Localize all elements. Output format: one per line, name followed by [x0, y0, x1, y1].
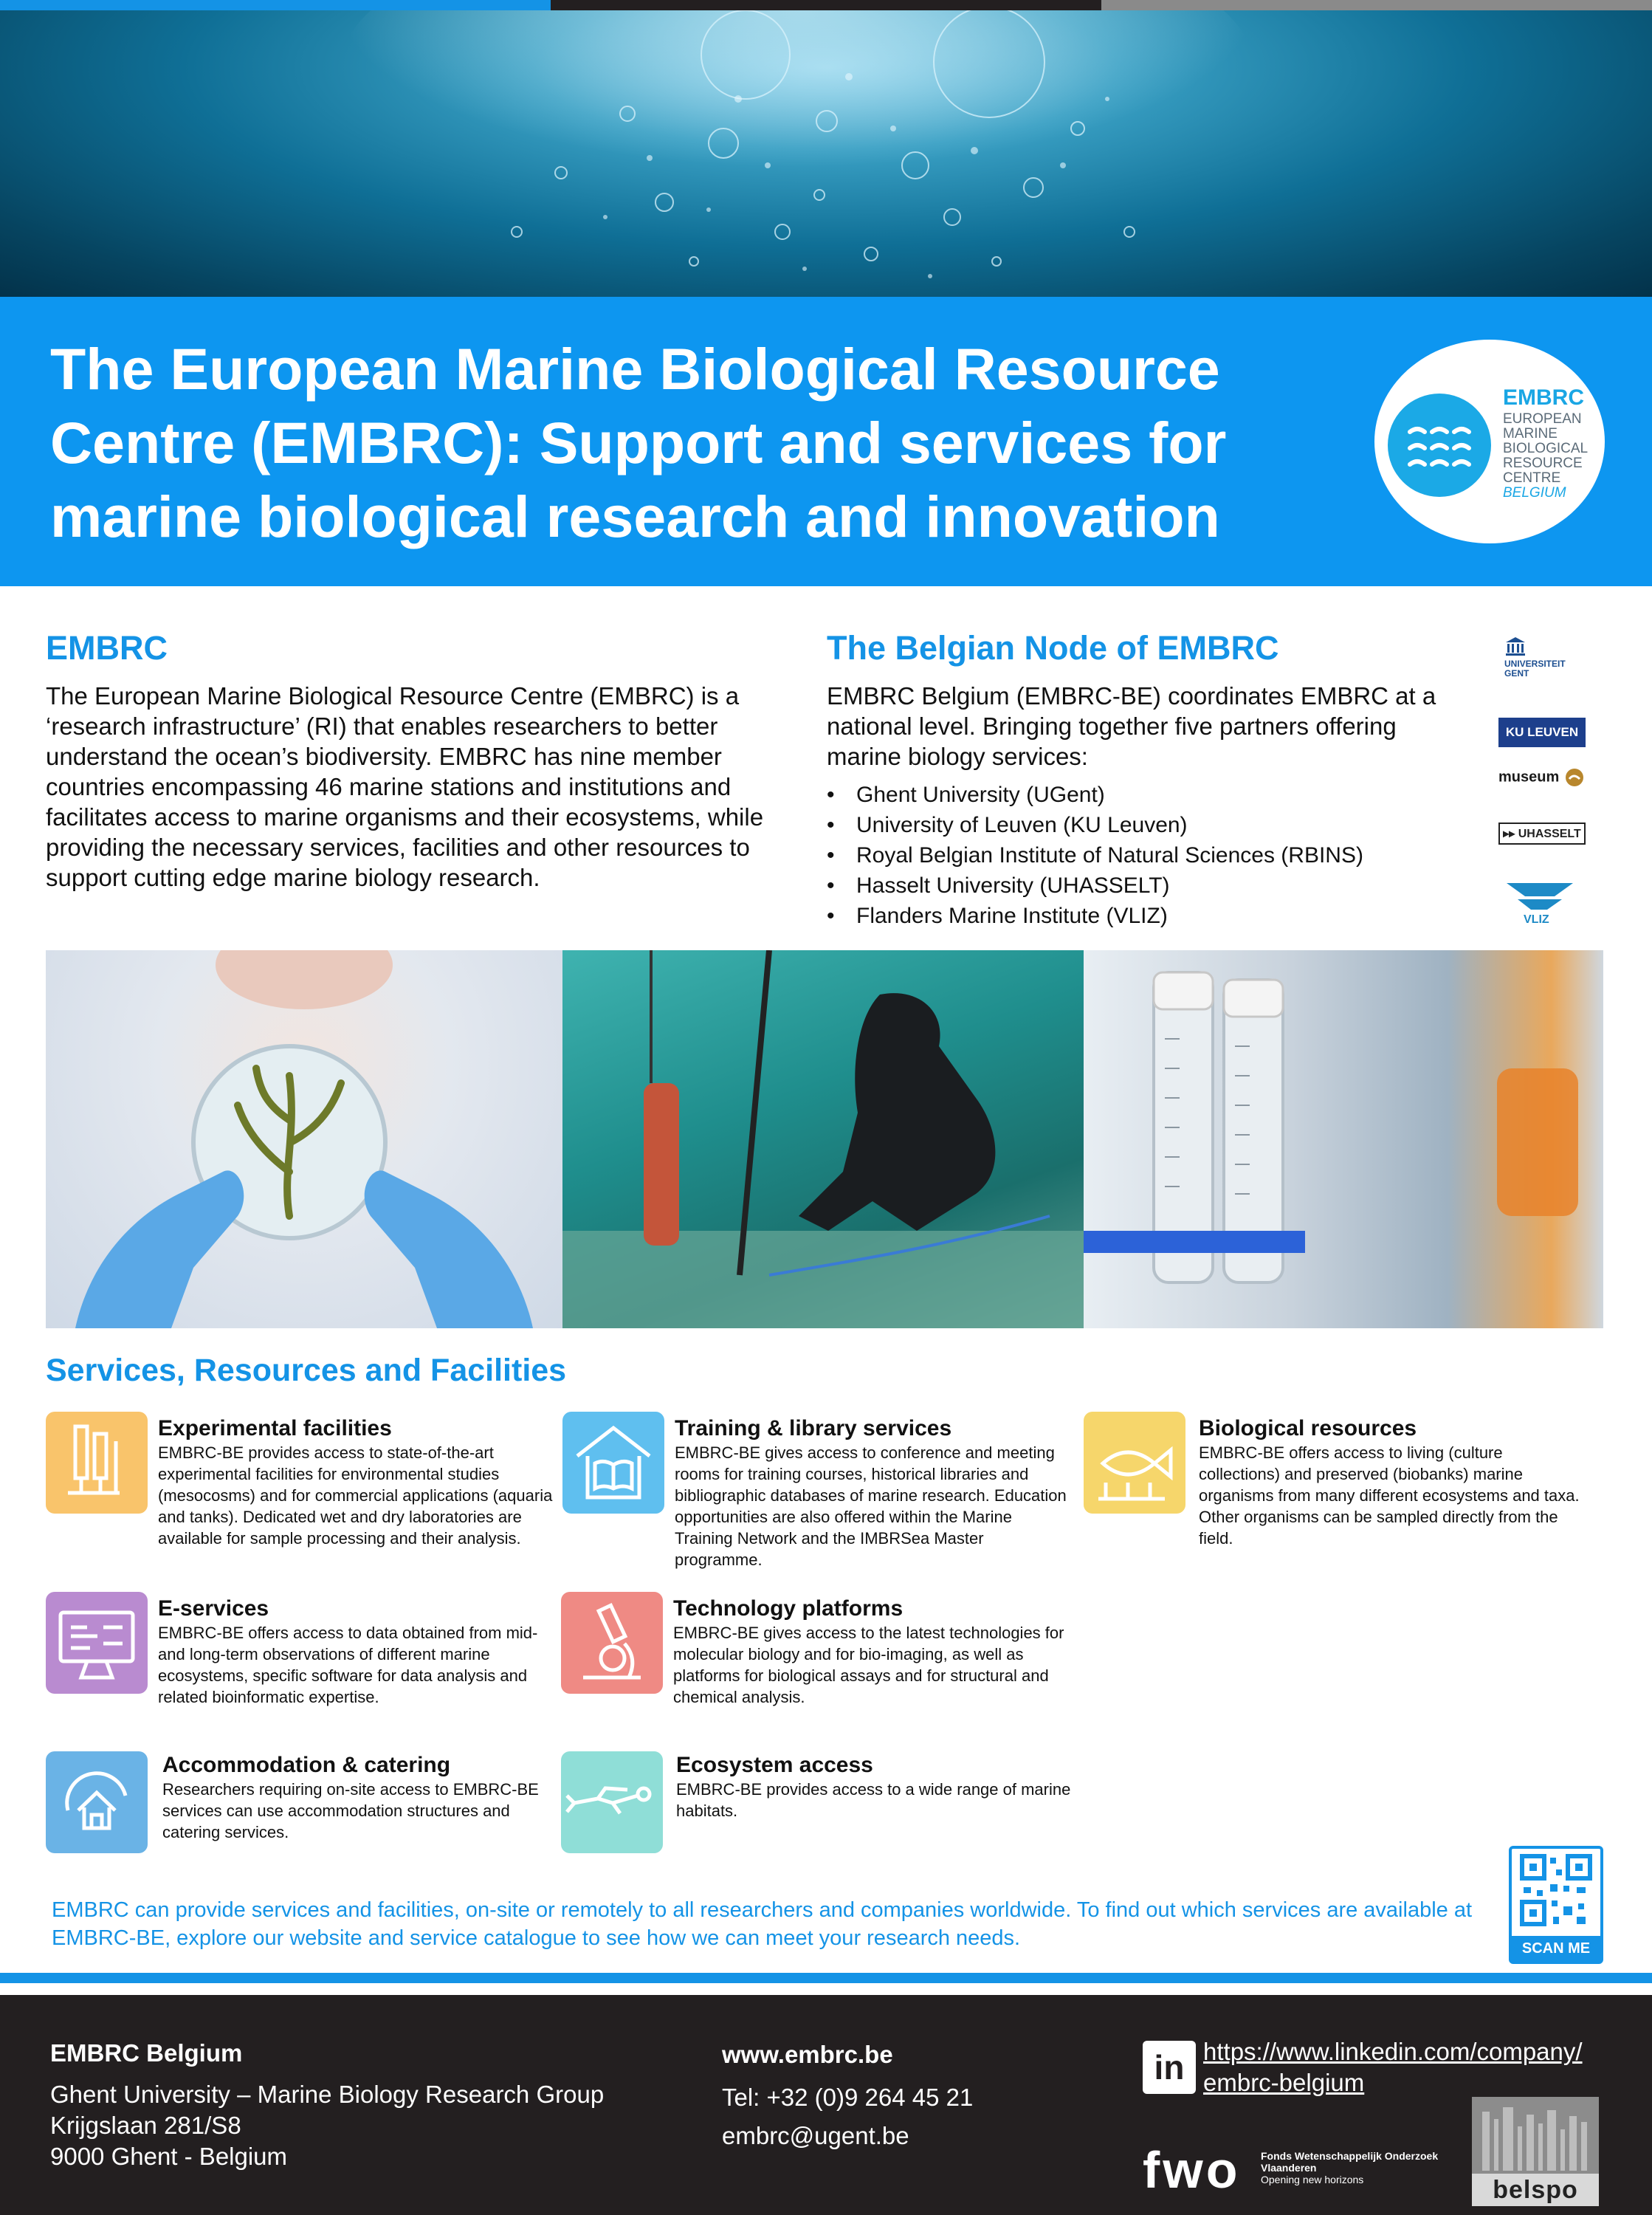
- footer-email-link[interactable]: embrc@ugent.be: [722, 2122, 909, 2149]
- lab-flask-icon: [46, 1412, 148, 1514]
- service-title: Accommodation & catering: [162, 1753, 451, 1777]
- book-house-icon: [562, 1412, 664, 1514]
- website-link[interactable]: www.embrc.be: [722, 2041, 893, 2068]
- service-description: EMBRC-BE gives access to conference and meeting rooms for training courses, historical libraries and bibliographic databases of marine research. Education opportunities are also offered within the Marine Training Network and the IMBRSea Master programme.: [675, 1443, 1067, 1569]
- photo-scuba-diver: [562, 950, 1084, 1328]
- service-description: EMBRC-BE offers access to data obtained from mid- and long-term observations of different marine ecosystems, specific software for data analysis and related bioinformatic expertise.: [158, 1624, 538, 1706]
- belgian-node-description: EMBRC Belgium (EMBRC-BE) coordinates EMBRC at a national level. Bringing together five partners offering marine biology services:: [827, 682, 1436, 770]
- house-icon: [46, 1751, 148, 1853]
- footer-address-line: Krijgslaan 281/S8: [50, 2112, 241, 2139]
- linkedin-link[interactable]: https://www.linkedin.com/company/ embrc-belgium: [1203, 2038, 1583, 2096]
- service-description: EMBRC-BE provides access to state-of-the-art experimental facilities for environmental studies (mesocosms) and for commercial applications (aquaria and tanks). Dedicated wet and dry laboratories are available for sample processing and their analysis.: [158, 1443, 553, 1548]
- service-description: Researchers requiring on-site access to EMBRC-BE services can use accommodation structures and catering services.: [162, 1780, 539, 1841]
- page-title: The European Marine Biological Resource Centre (EMBRC): Support and services for marine biological research and innovation: [50, 336, 1227, 549]
- belspo-barcode-icon: [1472, 2097, 1599, 2174]
- ugent-logo: UNIVERSITEIT GENT: [1504, 636, 1571, 688]
- embrc-wave-emblem-icon: [1388, 394, 1491, 497]
- call-to-action-text: EMBRC can provide services and facilities, on-site or remotely to all researchers and companies worldwide. To find out which services are available at EMBRC-BE, explore our website and service catalogue to see how we can meet your research needs.: [52, 1898, 1473, 1950]
- diver-icon: [561, 1751, 663, 1853]
- list-item: • Flanders Marine Institute (VLIZ): [827, 901, 1363, 931]
- service-description: EMBRC-BE provides access to a wide range of marine habitats.: [676, 1780, 1071, 1820]
- uhasselt-logo: ▸▸ UHASSELT: [1498, 823, 1586, 845]
- microscope-icon: [561, 1592, 663, 1694]
- list-item: • Royal Belgian Institute of Natural Sciences (RBINS): [827, 840, 1363, 870]
- service-title: Biological resources: [1199, 1416, 1417, 1440]
- embrc-description: The European Marine Biological Resource Centre (EMBRC) is a ‘research infrastructure’ (RI) that enables researchers to better understand the ocean’s biodiversity. EMBRC has nine member countries encompassing 46 marine stations and institutions and facilitates access to marine organisms and their ecosystems, while providing the necessary services, facilities and other resources to support cutting edge marine biology research.: [46, 682, 764, 891]
- service-title: Ecosystem access: [676, 1753, 873, 1777]
- list-item: • University of Leuven (KU Leuven): [827, 810, 1363, 840]
- photo-test-tubes: [1084, 950, 1603, 1328]
- ku-leuven-logo: KU LEUVEN: [1498, 718, 1586, 747]
- service-title: E-services: [158, 1596, 269, 1621]
- fwo-logo: [1143, 2141, 1475, 2199]
- museum-animal-icon: [1563, 768, 1586, 787]
- hero-image-underwater-bubbles: [0, 10, 1652, 297]
- logo-subtitle: EUROPEAN MARINE BIOLOGICAL RESOURCE CENTRE BELGIUM: [1503, 411, 1589, 501]
- photo-petri-dish-seaweed: [46, 950, 562, 1328]
- scan-me-label: SCAN ME: [1512, 1936, 1600, 1961]
- belspo-logo: [1472, 2097, 1599, 2206]
- svg-text:VLIZ: VLIZ: [1524, 913, 1549, 926]
- partner-list: [827, 780, 1363, 931]
- service-description: EMBRC-BE gives access to the latest technologies for molecular biology and for bio-imaging, as well as platforms for biological assays and for structural and chemical analysis.: [673, 1624, 1064, 1706]
- list-item: • Hasselt University (UHASSELT): [827, 870, 1363, 901]
- belspo-logo-text: belspo: [1472, 2174, 1599, 2206]
- ugent-building-icon: [1504, 636, 1527, 657]
- footer-org-name: EMBRC Belgium: [50, 2039, 243, 2067]
- qr-code[interactable]: [1509, 1846, 1603, 1964]
- logo-name: EMBRC: [1503, 385, 1584, 410]
- top-stripe: [0, 0, 1652, 10]
- monitor-data-icon: [46, 1592, 148, 1694]
- service-title: Experimental facilities: [158, 1416, 392, 1440]
- vliz-logo: [1503, 874, 1577, 926]
- linkedin-icon[interactable]: in: [1143, 2041, 1196, 2094]
- fwo-logo-mark: fwo: [1143, 2141, 1241, 2199]
- museum-rbins-logo: museum: [1498, 768, 1586, 797]
- footer-address-line: 9000 Ghent - Belgium: [50, 2143, 288, 2170]
- belgian-node-heading: The Belgian Node of EMBRC: [827, 629, 1279, 667]
- bubbles-illustration: [0, 10, 1652, 297]
- fish-jar-icon: [1084, 1412, 1185, 1514]
- footer-phone: Tel: +32 (0)9 264 45 21: [722, 2084, 974, 2111]
- list-item: • Ghent University (UGent): [827, 780, 1363, 810]
- qr-code-icon: [1512, 1849, 1600, 1936]
- footer-blue-bar: [0, 1973, 1652, 1983]
- service-description: EMBRC-BE offers access to living (culture collections) and preserved (biobanks) marine organisms from many different ecosystems and taxa. Other organisms can be sampled directly from the field.: [1199, 1443, 1580, 1548]
- footer-address-line: Ghent University – Marine Biology Research Group: [50, 2081, 605, 2108]
- embrc-heading: EMBRC: [46, 629, 168, 667]
- fwo-logo-text: Fonds Wetenschappelijk Onderzoek Vlaanderen Opening new horizons: [1261, 2150, 1439, 2185]
- service-title: Training & library services: [675, 1416, 952, 1440]
- services-heading: Services, Resources and Facilities: [46, 1353, 567, 1388]
- service-title: Technology platforms: [673, 1596, 904, 1621]
